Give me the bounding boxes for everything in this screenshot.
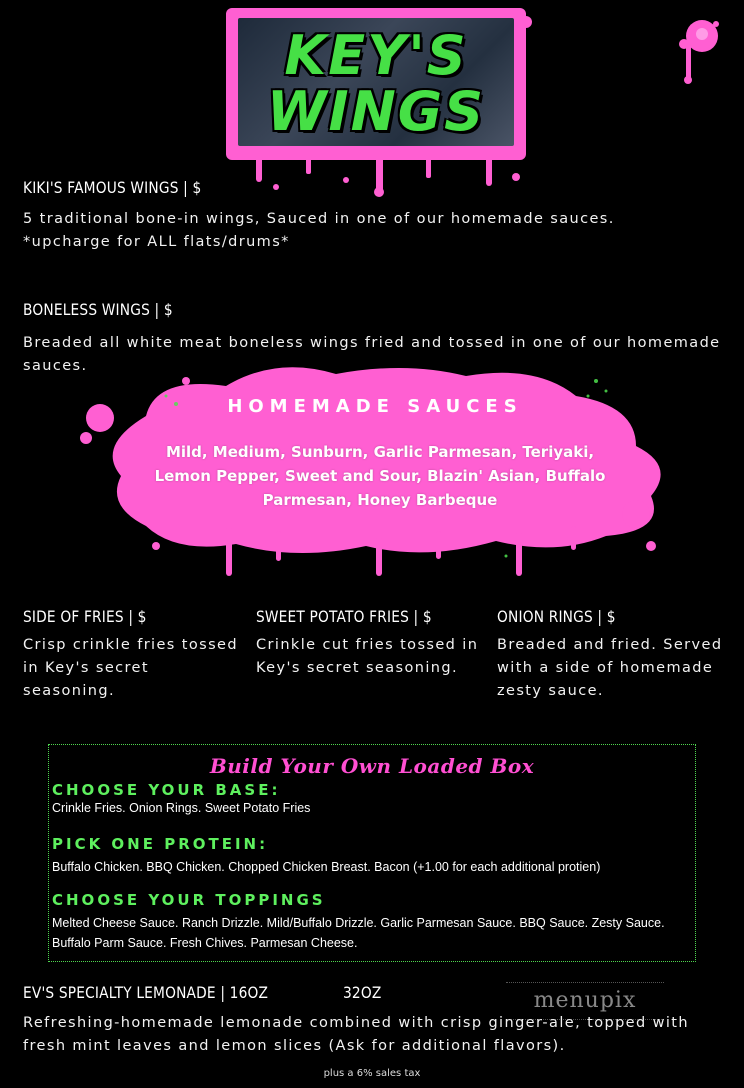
lemonade-description [23,1012,733,1058]
choose-toppings-heading: CHOOSE YOUR TOPPINGS [52,891,326,909]
sweet-potato-fries-title: SWEET POTATO FRIES | $ [256,607,432,626]
onion-rings-description: Breaded and fried. Served with a side of homemade zesty sauce. [497,637,723,699]
logo-line-2: WINGS [266,80,486,143]
loaded-box-title: Build Your Own Loaded Box [209,754,535,778]
logo-line-1: KEY'S [284,24,468,87]
choose-toppings-options: Melted Cheese Sauce. Ranch Drizzle. Mild/Buffalo Drizzle. Garlic Parmesan Sauce. BBQ Sauce. Zesty Sauce. Buffalo Parm Sauce. Fresh Chives. Parmesan Cheese. [52,916,665,950]
boneless-wings-title: BONELESS WINGS | $ [23,300,173,319]
onion-rings-title: ONION RINGS | $ [497,607,616,626]
lemonade-desc-line-2: fresh mint leaves and lemon slices (Ask for additional flavors). [23,1038,566,1054]
pick-protein-heading: PICK ONE PROTEIN: [52,835,269,853]
sweet-potato-fries-description: Crinkle cut fries tossed in Key's secret seasoning. [256,637,479,676]
kikis-desc-line-1: 5 traditional bone-in wings, Sauced in one of our homemade sauces. [23,211,615,227]
kikis-famous-wings-title: KIKI'S FAMOUS WINGS | $ [23,178,202,197]
boneless-desc-line-2: sauces. [23,358,88,374]
paint-drip-decoration [672,14,722,84]
side-of-fries-title: SIDE OF FRIES | $ [23,607,147,626]
homemade-sauces-title: HOMEMADE SAUCES [227,396,523,417]
logo [238,18,514,146]
choose-base-options: Crinkle Fries. Onion Rings. Sweet Potato Fries [52,801,311,815]
sales-tax-note: plus a 6% sales tax [323,1068,421,1079]
lemonade-desc-line-1: Refreshing-homemade lemonade combined with crisp ginger-ale, topped with [23,1015,689,1031]
side-of-fries-description: Crisp crinkle fries tossed in Key's secret seasoning. [23,637,238,699]
lemonade-title: EV'S SPECIALTY LEMONADE | 16OZ [23,983,269,1002]
homemade-sauces-list: Mild, Medium, Sunburn, Garlic Parmesan, Teriyaki, Lemon Pepper, Sweet and Sour, Blazin' Asian, Buffalo Parmesan, Honey Barbeque [154,443,606,509]
kikis-famous-wings-description [23,208,723,254]
kikis-desc-line-2: *upcharge for ALL flats/drums* [23,234,290,250]
lemonade-size-32oz: 32OZ [343,983,382,1002]
choose-base-heading: CHOOSE YOUR BASE: [52,781,281,799]
boneless-desc-line-1: Breaded all white meat boneless wings fried and tossed in one of our homemade [23,335,721,351]
pick-protein-options: Buffalo Chicken. BBQ Chicken. Chopped Chicken Breast. Bacon (+1.00 for each additional protien) [52,860,601,874]
menupix-watermark: menupix [506,982,664,1020]
